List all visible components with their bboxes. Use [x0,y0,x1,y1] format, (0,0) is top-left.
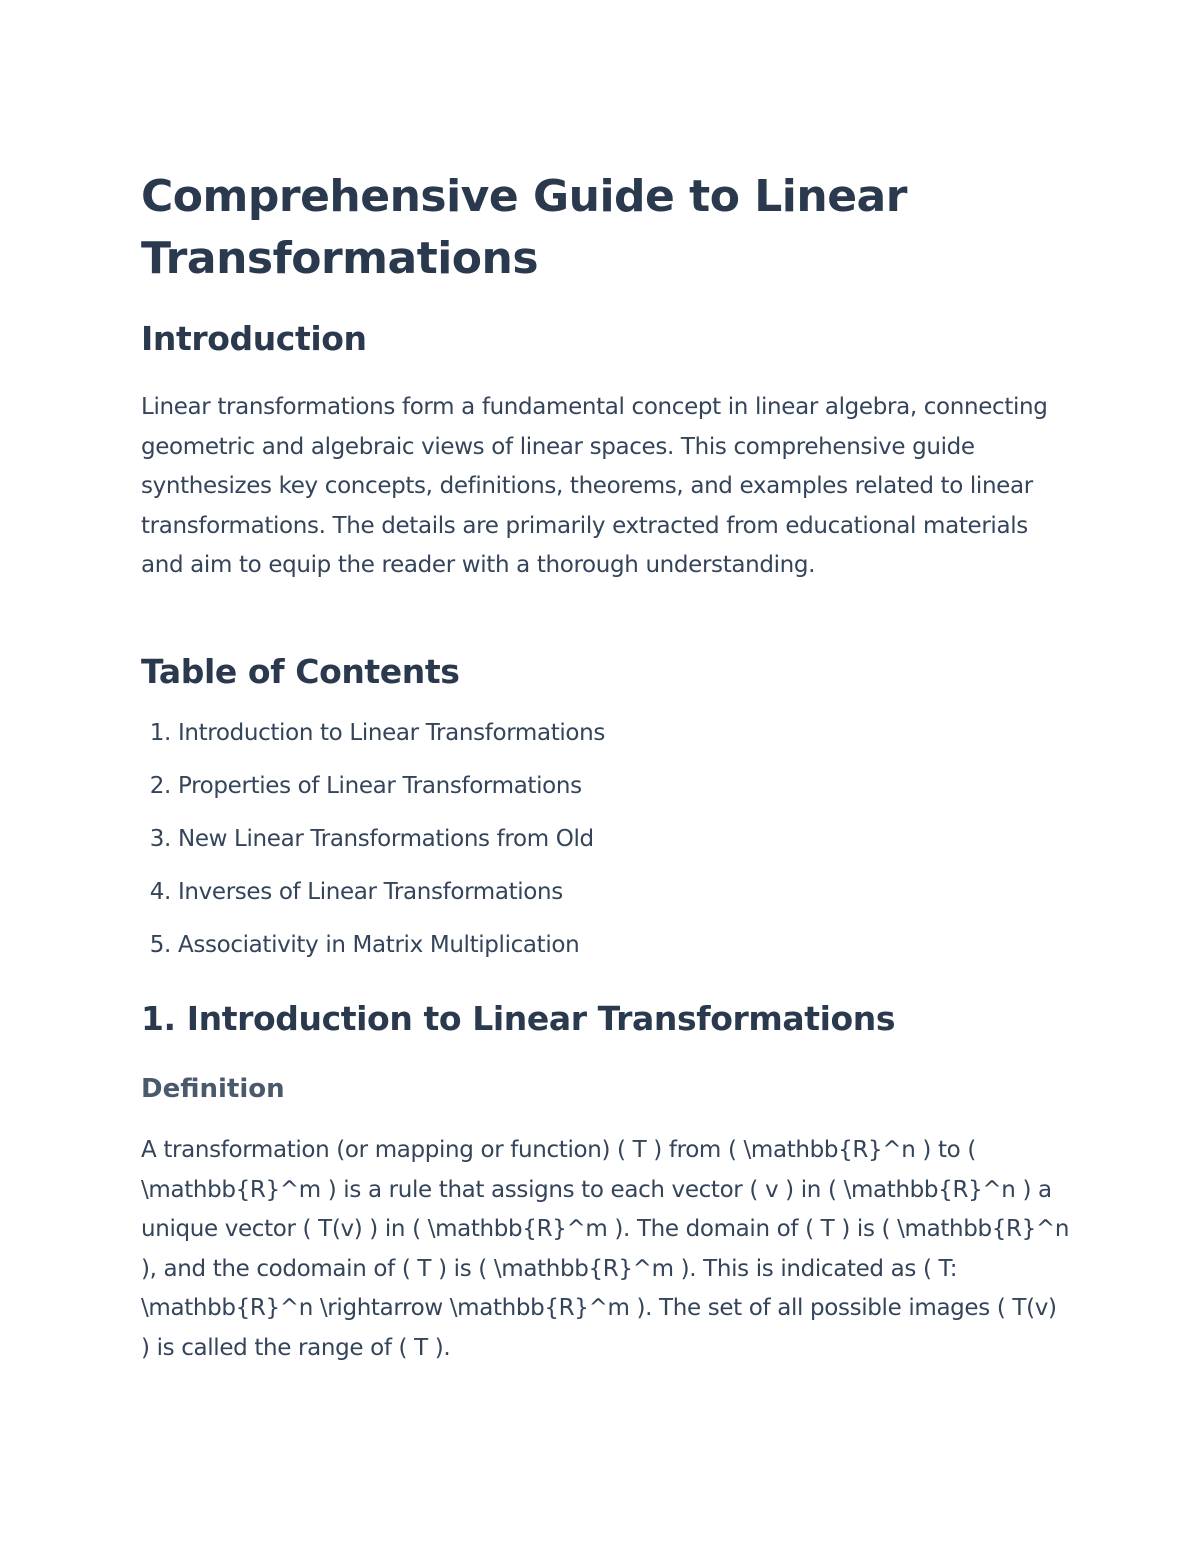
toc-item[interactable] [141,932,605,985]
introduction-heading: Introduction [141,319,367,358]
toc-item-label: Associativity in Matrix Multiplication [177,932,580,958]
toc-item-label: Inverses of Linear Transformations [177,879,563,905]
table-of-contents [141,720,605,985]
toc-item-number: 3. [149,826,171,852]
toc-item[interactable] [141,720,605,773]
toc-item-number: 2. [149,773,171,799]
toc-item[interactable] [141,826,605,879]
toc-item[interactable] [141,879,605,932]
toc-item-label: Introduction to Linear Transformations [177,720,605,746]
definition-paragraph: A transformation (or mapping or function) ( T ) from ( \mathbb{R}^n ) to ( \mathbb{R}^m ) is a rule that assigns to each vector ( v ) in ( \mathbb{R}^n ) a unique vector ( T(v) ) in ( \mathbb{R}^m ). The domain of ( T ) is ( \mathbb{R}^n ), and the codomain of ( T ) is ( \mathbb{R}^m ). This is indicated as ( T: \mathbb{R}^n \rightarrow \mathbb{R}^m ). The set of all possible images ( T(v) ) is called the range of ( T ). [141,1137,1070,1361]
toc-item-label: Properties of Linear Transformations [177,773,582,799]
toc-item-number: 1. [149,720,171,746]
definition-heading: Definition [141,1074,285,1104]
toc-heading: Table of Contents [141,652,460,691]
toc-item-label: New Linear Transformations from Old [177,826,594,852]
section-1-heading: 1. Introduction to Linear Transformations [141,999,896,1038]
introduction-paragraph: Linear transformations form a fundamental concept in linear algebra, connecting geometric and algebraic views of linear spaces. This comprehensive guide synthesizes key concepts, definitions, theorems, and examples related to linear transformations. The details are primarily extracted from educational materials and aim to equip the reader with a thorough understanding. [141,394,1048,578]
page-title: Comprehensive Guide to Linear Transformations [141,171,907,284]
toc-item[interactable] [141,773,605,826]
toc-item-number: 4. [149,879,171,905]
toc-item-number: 5. [149,932,171,958]
